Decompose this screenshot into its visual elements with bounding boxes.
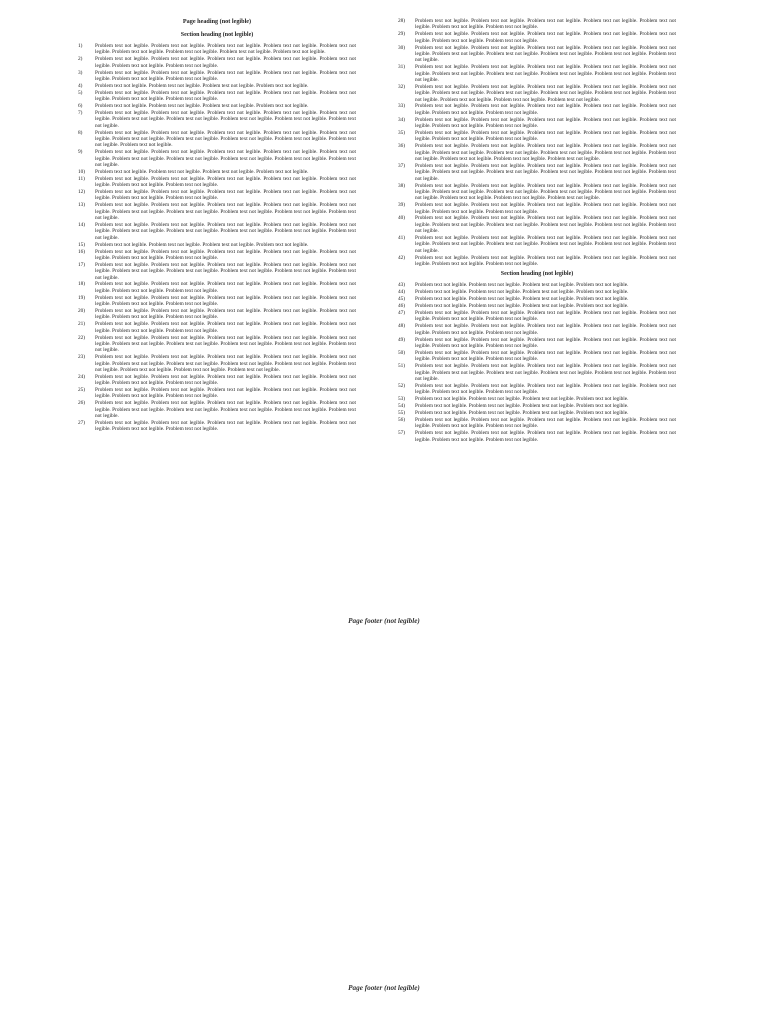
problem-item <box>78 295 356 308</box>
problem-item <box>398 410 676 416</box>
problem-number: 16) <box>78 248 86 255</box>
problem-text: Problem text not legible. Problem text not legible. Problem text not legible. Problem text not legible. Problem text not legible. Problem text not legible. Problem text not legible. <box>415 336 676 350</box>
problem-text: Problem text not legible. Problem text not legible. Problem text not legible. Problem text not legible. Problem text not legible. Problem text not legible. Problem text not legible. Problem text not legible. Problem text not legible. Problem text not legible. Problem text not legible. Problem text not legible. Problem text not legible. <box>415 83 676 103</box>
problem-text: Problem text not legible. Problem text not legible. Problem text not legible. Problem text not legible. Problem text not legible. Problem text not legible. Problem text not legible. Problem text not legible. Problem text not legible. Problem text not legible. <box>415 215 676 235</box>
problem-item <box>78 249 356 262</box>
problem-item <box>398 84 676 103</box>
problem-item <box>78 374 356 387</box>
problem-text: Problem text not legible. Problem text not legible. Problem text not legible. Problem text not legible. <box>415 289 629 296</box>
problem-text: Problem text not legible. Problem text not legible. Problem text not legible. Problem text not legible. <box>95 168 309 175</box>
problem-text: Problem text not legible. Problem text not legible. Problem text not legible. Problem text not legible. Problem text not legible. Problem text not legible. Problem text not legible. <box>415 18 676 31</box>
problem-number: 19) <box>78 294 86 301</box>
problem-item <box>78 110 356 129</box>
problem-item <box>78 43 356 56</box>
problem-item <box>78 90 356 103</box>
problem-item <box>78 202 356 221</box>
problem-text: Problem text not legible. Problem text not legible. Problem text not legible. Problem text not legible. <box>415 410 629 417</box>
problem-item <box>398 417 676 430</box>
problem-number: 27) <box>78 420 86 427</box>
problem-item <box>78 308 356 321</box>
problem-text: Problem text not legible. Problem text not legible. Problem text not legible. Problem text not legible. <box>95 82 309 89</box>
problem-item <box>398 215 676 234</box>
problem-number: 8) <box>78 129 83 136</box>
problem-number: 40) <box>398 215 406 222</box>
problem-item <box>78 130 356 149</box>
problem-item <box>398 323 676 336</box>
problem-item <box>398 282 676 288</box>
problem-item <box>398 18 676 31</box>
problem-number: 50) <box>398 349 406 356</box>
problem-text: Problem text not legible. Problem text not legible. Problem text not legible. Problem text not legible. Problem text not legible. Problem text not legible. Problem text not legible. <box>95 89 356 103</box>
problem-item <box>398 430 676 443</box>
problem-number: 28) <box>398 18 406 24</box>
problem-text: Problem text not legible. Problem text not legible. Problem text not legible. Problem text not legible. Problem text not legible. Problem text not legible. Problem text not legible. <box>415 254 676 268</box>
problem-text: Problem text not legible. Problem text not legible. Problem text not legible. Problem text not legible. <box>415 282 629 289</box>
problem-text: Problem text not legible. Problem text not legible. Problem text not legible. Problem text not legible. Problem text not legible. Problem text not legible. Problem text not legible. <box>95 56 356 69</box>
problem-text: Problem text not legible. Problem text not legible. Problem text not legible. Problem text not legible. <box>415 396 629 403</box>
problem-item <box>398 303 676 309</box>
problem-item <box>398 350 676 363</box>
problem-text: Problem text not legible. Problem text not legible. Problem text not legible. Problem text not legible. Problem text not legible. Problem text not legible. Problem text not legible. Problem text not legible. Problem text not legible. Problem text not legible. <box>95 149 356 168</box>
problem-number: 34) <box>398 116 406 123</box>
problem-item <box>78 262 356 281</box>
problem-number: 23) <box>78 354 86 361</box>
problem-item <box>398 163 676 182</box>
problem-number: 6) <box>78 103 83 110</box>
problem-number: 35) <box>398 130 406 136</box>
problem-number: 45) <box>398 296 406 303</box>
problem-item <box>398 310 676 323</box>
problem-text: Problem text not legible. Problem text not legible. Problem text not legible. Problem text not legible. Problem text not legible. Problem text not legible. Problem text not legible. Problem text not legible. Problem text not legible. Problem text not legible. <box>95 334 356 354</box>
problem-number: 57) <box>398 430 406 437</box>
page-footer: Page footer (not legible) <box>348 984 420 992</box>
problem-number: 18) <box>78 281 86 288</box>
problem-number: 32) <box>398 83 406 90</box>
problem-number: 5) <box>78 89 83 96</box>
problem-text: Problem text not legible. Problem text not legible. Problem text not legible. Problem text not legible. Problem text not legible. Problem text not legible. Problem text not legible. Problem text not legible. Problem text not legible. Problem text not legible. <box>415 235 676 254</box>
problem-number: 33) <box>398 103 406 110</box>
problem-number: 26) <box>78 400 86 407</box>
problem-item <box>78 222 356 241</box>
problem-item <box>398 255 676 268</box>
problem-number: 48) <box>398 323 406 330</box>
problem-text: Problem text not legible. Problem text not legible. Problem text not legible. Problem text not legible. Problem text not legible. Problem text not legible. Problem text not legible. <box>95 281 356 294</box>
problem-number: 46) <box>398 303 406 310</box>
problem-text: Problem text not legible. Problem text not legible. Problem text not legible. Problem text not legible. Problem text not legible. Problem text not legible. Problem text not legible. <box>415 416 676 430</box>
problem-item <box>398 383 676 396</box>
problem-text: Problem text not legible. Problem text not legible. Problem text not legible. Problem text not legible. Problem text not legible. Problem text not legible. Problem text not legible. <box>95 294 356 308</box>
problem-number: 3) <box>78 69 83 76</box>
problem-item <box>398 143 676 162</box>
problem-text: Problem text not legible. Problem text not legible. Problem text not legible. Problem text not legible. <box>415 403 629 410</box>
problem-item <box>78 387 356 400</box>
problem-item <box>78 169 356 175</box>
problem-item <box>398 403 676 409</box>
problem-number: 53) <box>398 396 406 403</box>
problem-text: Problem text not legible. Problem text not legible. Problem text not legible. Problem text not legible. Problem text not legible. Problem text not legible. Problem text not legible. Problem text not legible. Problem text not legible. Problem text not legible. Problem text not legible. Problem text not legible. Problem text not legible. <box>415 182 676 202</box>
problem-text: Problem text not legible. Problem text not legible. Problem text not legible. Problem text not legible. Problem text not legible. Problem text not legible. Problem text not legible. Problem text not legible. Problem text not legible. Problem text not legible. <box>95 261 356 281</box>
problem-text: Problem text not legible. Problem text not legible. Problem text not legible. Problem text not legible. Problem text not legible. Problem text not legible. Problem text not legible. <box>95 420 356 433</box>
problem-number: 43) <box>398 282 406 289</box>
problem-text: Problem text not legible. Problem text not legible. Problem text not legible. Problem text not legible. <box>415 303 629 310</box>
problem-list <box>78 43 356 433</box>
problem-text: Problem text not legible. Problem text not legible. Problem text not legible. Problem text not legible. Problem text not legible. Problem text not legible. Problem text not legible. <box>95 175 356 189</box>
section-heading: Section heading (not legible) <box>500 271 574 278</box>
problem-item <box>398 363 676 382</box>
problem-number: 56) <box>398 416 406 423</box>
problem-item <box>78 70 356 83</box>
section-heading: Section heading (not legible) <box>180 32 254 38</box>
problem-number: 14) <box>78 222 86 228</box>
problem-number: 41) <box>398 235 406 242</box>
page-footer: Page footer (not legible) <box>348 617 420 625</box>
problem-text: Problem text not legible. Problem text not legible. Problem text not legible. Problem text not legible. Problem text not legible. Problem text not legible. Problem text not legible. <box>415 323 676 336</box>
problem-text: Problem text not legible. Problem text not legible. Problem text not legible. Problem text not legible. Problem text not legible. Problem text not legible. Problem text not legible. Problem text not legible. Problem text not legible. Problem text not legible. <box>415 162 676 182</box>
problem-number: 36) <box>398 143 406 150</box>
problem-text: Problem text not legible. Problem text not legible. Problem text not legible. Problem text not legible. Problem text not legible. Problem text not legible. Problem text not legible. <box>95 248 356 261</box>
problem-text: Problem text not legible. Problem text not legible. Problem text not legible. Problem text not legible. Problem text not legible. Problem text not legible. Problem text not legible. <box>415 103 676 116</box>
problem-number: 7) <box>78 110 83 116</box>
problem-text: Problem text not legible. Problem text not legible. Problem text not legible. Problem text not legible. Problem text not legible. Problem text not legible. Problem text not legible. Problem text not legible. Problem text not legible. <box>95 43 356 56</box>
problem-item <box>78 149 356 168</box>
problem-number: 55) <box>398 410 406 417</box>
problem-number: 29) <box>398 31 406 38</box>
problem-text: Problem text not legible. Problem text not legible. Problem text not legible. Problem text not legible. Problem text not legible. Problem text not legible. Problem text not legible. <box>415 382 676 396</box>
problem-text: Problem text not legible. Problem text not legible. Problem text not legible. Problem text not legible. Problem text not legible. Problem text not legible. Problem text not legible. Problem text not legible. Problem text not legible. Problem text not legible. <box>95 110 356 129</box>
problem-text: Problem text not legible. Problem text not legible. Problem text not legible. Problem text not legible. Problem text not legible. Problem text not legible. Problem text not legible. <box>95 387 356 400</box>
problem-number: 54) <box>398 403 406 410</box>
problem-item <box>78 420 356 433</box>
problem-item <box>398 296 676 302</box>
problem-number: 22) <box>78 334 86 341</box>
problem-number: 47) <box>398 310 406 317</box>
problem-text: Problem text not legible. Problem text not legible. Problem text not legible. Problem text not legible. Problem text not legible. Problem text not legible. Problem text not legible. Problem text not legible. Problem text not legible. Problem text not legible. <box>95 400 356 420</box>
problem-number: 20) <box>78 308 86 315</box>
page-title: Page heading (not legible) <box>182 18 252 25</box>
right-column <box>398 18 676 444</box>
problem-item <box>398 130 676 143</box>
problem-item <box>78 281 356 294</box>
problem-text: Problem text not legible. Problem text not legible. Problem text not legible. Problem text not legible. <box>415 296 629 303</box>
problem-number: 2) <box>78 56 83 63</box>
problem-number: 44) <box>398 289 406 296</box>
problem-number: 10) <box>78 168 86 175</box>
problem-item <box>78 189 356 202</box>
problem-text: Problem text not legible. Problem text not legible. Problem text not legible. Problem text not legible. Problem text not legible. Problem text not legible. Problem text not legible. <box>415 349 676 363</box>
problem-text: Problem text not legible. Problem text not legible. Problem text not legible. Problem text not legible. Problem text not legible. Problem text not legible. Problem text not legible. <box>415 430 676 443</box>
problem-number: 42) <box>398 254 406 261</box>
problem-text: Problem text not legible. Problem text not legible. Problem text not legible. Problem text not legible. Problem text not legible. Problem text not legible. Problem text not legible. Problem text not legible. Problem text not legible. Problem text not legible. <box>415 64 676 83</box>
problem-number: 25) <box>78 387 86 394</box>
problem-number: 39) <box>398 202 406 209</box>
problem-item <box>398 45 676 64</box>
problem-item <box>398 396 676 402</box>
problem-item <box>78 335 356 354</box>
problem-item <box>398 202 676 215</box>
problem-item <box>398 31 676 44</box>
problem-number: 38) <box>398 182 406 189</box>
problem-text: Problem text not legible. Problem text not legible. Problem text not legible. Problem text not legible. Problem text not legible. Problem text not legible. Problem text not legible. <box>95 69 356 82</box>
problem-number: 51) <box>398 363 406 370</box>
problem-text: Problem text not legible. Problem text not legible. Problem text not legible. Problem text not legible. Problem text not legible. Problem text not legible. Problem text not legible. <box>95 308 356 321</box>
problem-text: Problem text not legible. Problem text not legible. Problem text not legible. Problem text not legible. Problem text not legible. Problem text not legible. Problem text not legible. Problem text not legible. Problem text not legible. Problem text not legible. Problem text not legible. Problem text not legible. Problem text not legible. <box>415 143 676 162</box>
problem-item <box>78 83 356 89</box>
problem-text: Problem text not legible. Problem text not legible. Problem text not legible. Problem text not legible. Problem text not legible. Problem text not legible. Problem text not legible. Problem text not legible. Problem text not legible. Problem text not legible. <box>415 44 676 64</box>
problem-text: Problem text not legible. Problem text not legible. Problem text not legible. Problem text not legible. Problem text not legible. Problem text not legible. Problem text not legible. Problem text not legible. Problem text not legible. Problem text not legible. <box>95 202 356 222</box>
problem-item <box>78 103 356 109</box>
problem-item <box>78 242 356 248</box>
problem-text: Problem text not legible. Problem text not legible. Problem text not legible. Problem text not legible. Problem text not legible. Problem text not legible. Problem text not legible. Problem text not legible. Problem text not legible. Problem text not legible. Problem text not legible. <box>95 129 356 149</box>
problem-text: Problem text not legible. Problem text not legible. Problem text not legible. Problem text not legible. Problem text not legible. Problem text not legible. Problem text not legible. Problem text not legible. Problem text not legible. Problem text not legible. Problem text not legible. Problem text not legible. Problem text not legible. <box>95 354 356 373</box>
problem-text: Problem text not legible. Problem text not legible. Problem text not legible. Problem text not legible. <box>95 103 309 110</box>
problem-text: Problem text not legible. Problem text not legible. Problem text not legible. Problem text not legible. Problem text not legible. Problem text not legible. Problem text not legible. <box>415 31 676 44</box>
problem-number: 52) <box>398 382 406 389</box>
problem-number: 31) <box>398 64 406 71</box>
problem-number: 21) <box>78 321 86 328</box>
problem-item <box>78 400 356 419</box>
problem-number: 4) <box>78 82 83 89</box>
left-column <box>78 18 356 433</box>
problem-number: 15) <box>78 241 86 248</box>
problem-text: Problem text not legible. Problem text not legible. Problem text not legible. Problem text not legible. Problem text not legible. Problem text not legible. Problem text not legible. <box>415 310 676 323</box>
problem-item <box>78 321 356 334</box>
problem-number: 13) <box>78 202 86 209</box>
problem-text: Problem text not legible. Problem text not legible. Problem text not legible. Problem text not legible. Problem text not legible. Problem text not legible. Problem text not legible. Problem text not legible. Problem text not legible. Problem text not legible. <box>415 363 676 382</box>
problem-text: Problem text not legible. Problem text not legible. Problem text not legible. Problem text not legible. Problem text not legible. Problem text not legible. Problem text not legible. <box>415 116 676 130</box>
problem-number: 11) <box>78 175 85 182</box>
problem-number: 37) <box>398 162 406 169</box>
problem-item <box>398 289 676 295</box>
problem-number: 49) <box>398 336 406 343</box>
problem-text: Problem text not legible. Problem text not legible. Problem text not legible. Problem text not legible. Problem text not legible. Problem text not legible. Problem text not legible. <box>95 189 356 202</box>
problem-text: Problem text not legible. Problem text not legible. Problem text not legible. Problem text not legible. Problem text not legible. Problem text not legible. Problem text not legible. <box>415 130 676 143</box>
problem-number: 17) <box>78 261 86 268</box>
problem-text: Problem text not legible. Problem text not legible. Problem text not legible. Problem text not legible. Problem text not legible. Problem text not legible. Problem text not legible. Problem text not legible. Problem text not legible. Problem text not legible. <box>95 222 356 241</box>
problem-item <box>398 117 676 130</box>
problem-item <box>78 176 356 189</box>
problem-item <box>398 337 676 350</box>
problem-text: Problem text not legible. Problem text not legible. Problem text not legible. Problem text not legible. Problem text not legible. Problem text not legible. Problem text not legible. <box>415 202 676 215</box>
problem-number: 9) <box>78 149 83 156</box>
problem-number: 30) <box>398 44 406 51</box>
problem-text: Problem text not legible. Problem text not legible. Problem text not legible. Problem text not legible. Problem text not legible. Problem text not legible. Problem text not legible. <box>95 321 356 334</box>
problem-number: 24) <box>78 373 86 380</box>
problem-text: Problem text not legible. Problem text not legible. Problem text not legible. Problem text not legible. <box>95 241 309 248</box>
problem-list <box>398 282 676 443</box>
problem-number: 12) <box>78 189 86 196</box>
problem-item <box>78 56 356 69</box>
problem-item <box>398 103 676 116</box>
problem-text: Problem text not legible. Problem text not legible. Problem text not legible. Problem text not legible. Problem text not legible. Problem text not legible. Problem text not legible. <box>95 373 356 387</box>
problem-item <box>398 235 676 254</box>
problem-item <box>398 183 676 202</box>
problem-number: 1) <box>78 43 83 49</box>
problem-item <box>78 354 356 373</box>
problem-item <box>398 64 676 83</box>
problem-list <box>398 18 676 267</box>
